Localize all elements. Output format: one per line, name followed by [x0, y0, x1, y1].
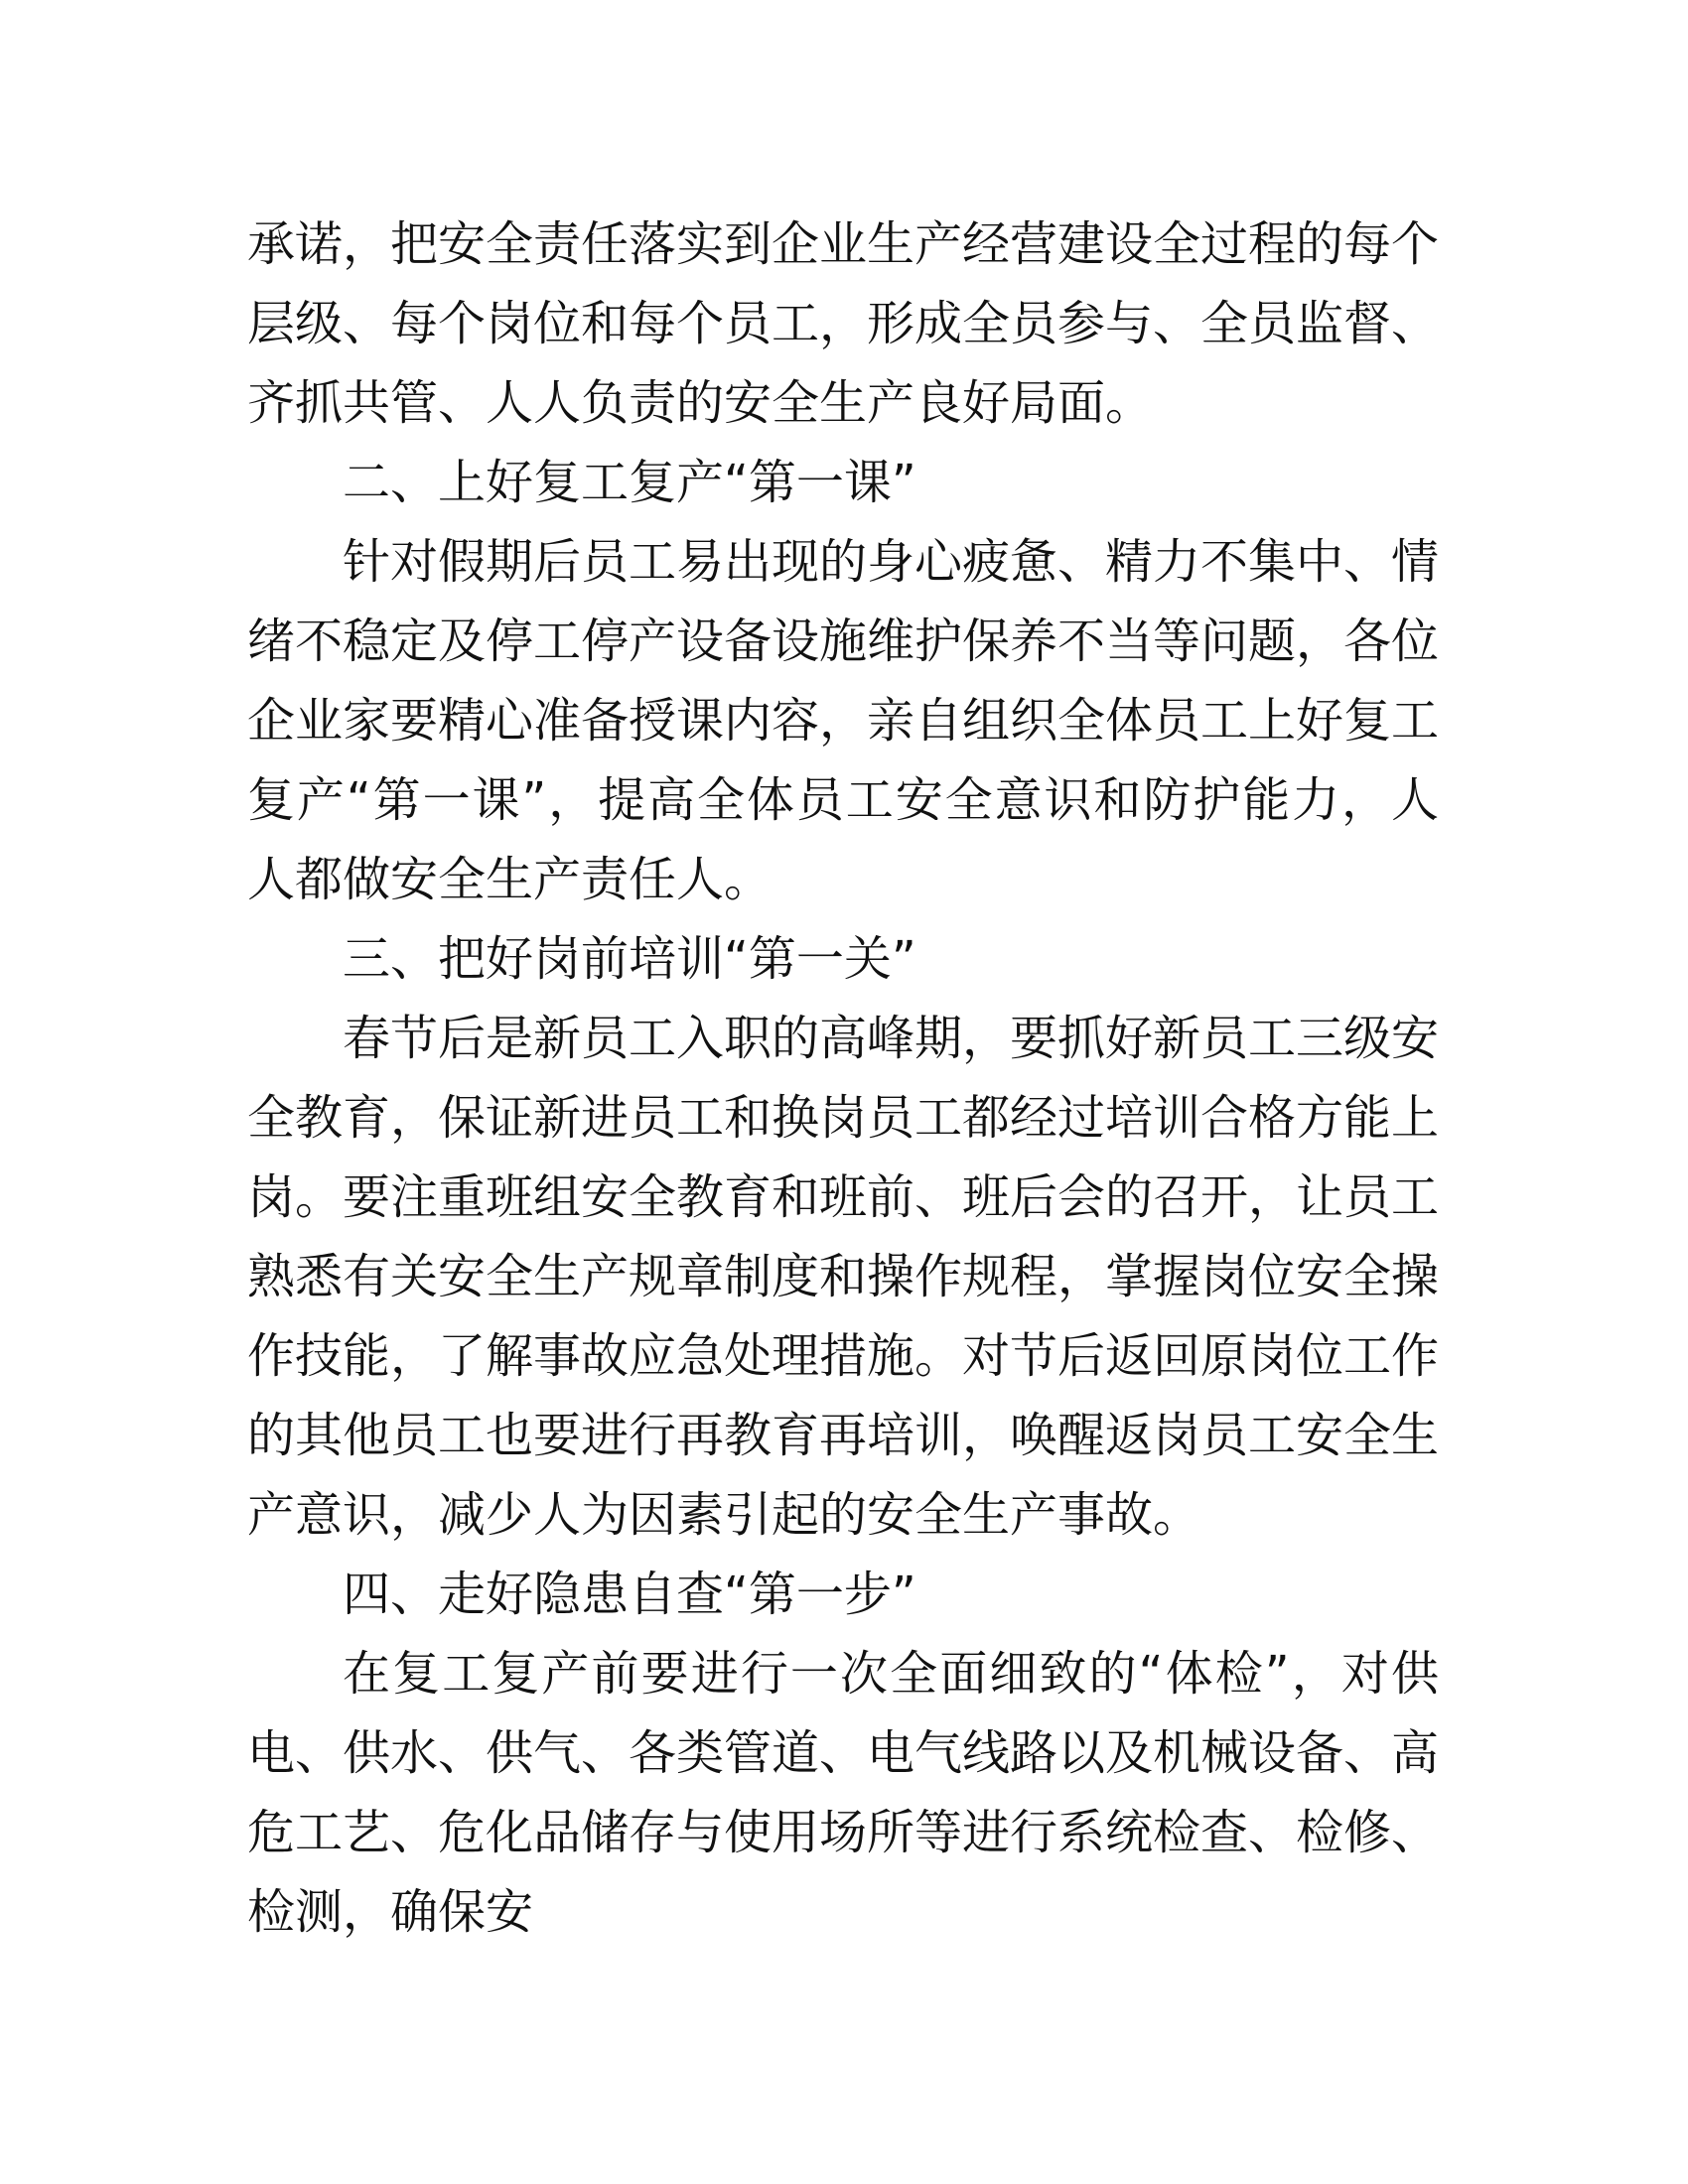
- section-heading-hazard-self-check: 四、走好隐患自查“第一步”: [343, 1567, 916, 1622]
- paragraph-training-checkpoint: 春节后是新员工入职的高峰期，要抓好新员工三级安全教育，保证新进员工和换岗员工都经过培训合格方能上岗。要注重班组安全教育和班前、班后会的召开，让员工熟悉有关安全生产规章制度和操作规程，掌握岗位安全操作技能，了解事故应急处理措施。对节后返回原岗位工作的其他员工也要进行再教育再培训，唤醒返岗员工安全生产意识，减少人为因素引起的安全生产事故。: [247, 1011, 1440, 1543]
- section-heading-first-lesson: 二、上好复工复产“第一课”: [343, 455, 916, 510]
- paragraph-hazard-self-check: 在复工复产前要进行一次全面细致的“体检”，对供电、供水、供气、各类管道、电气线路以及机械设备、高危工艺、危化品储存与使用场所等进行系统检查、检修、检测，确保安: [247, 1646, 1440, 1940]
- section-heading-training-checkpoint: 三、把好岗前培训“第一关”: [343, 931, 916, 987]
- paragraph-first-lesson: 针对假期后员工易出现的身心疲惫、精力不集中、情绪不稳定及停工停产设备设施维护保养不当等问题，各位企业家要精心准备授课内容，亲自组织全体员工上好复工复产“第一课”，提高全体员工安全意识和防护能力，人人都做安全生产责任人。: [247, 534, 1440, 907]
- document-body: [247, 205, 1439, 1952]
- paragraph-responsibility-continuation: 承诺，把安全责任落实到企业生产经营建设全过程的每个层级、每个岗位和每个员工，形成全员参与、全员监督、齐抓共管、人人负责的安全生产良好局面。: [247, 216, 1440, 431]
